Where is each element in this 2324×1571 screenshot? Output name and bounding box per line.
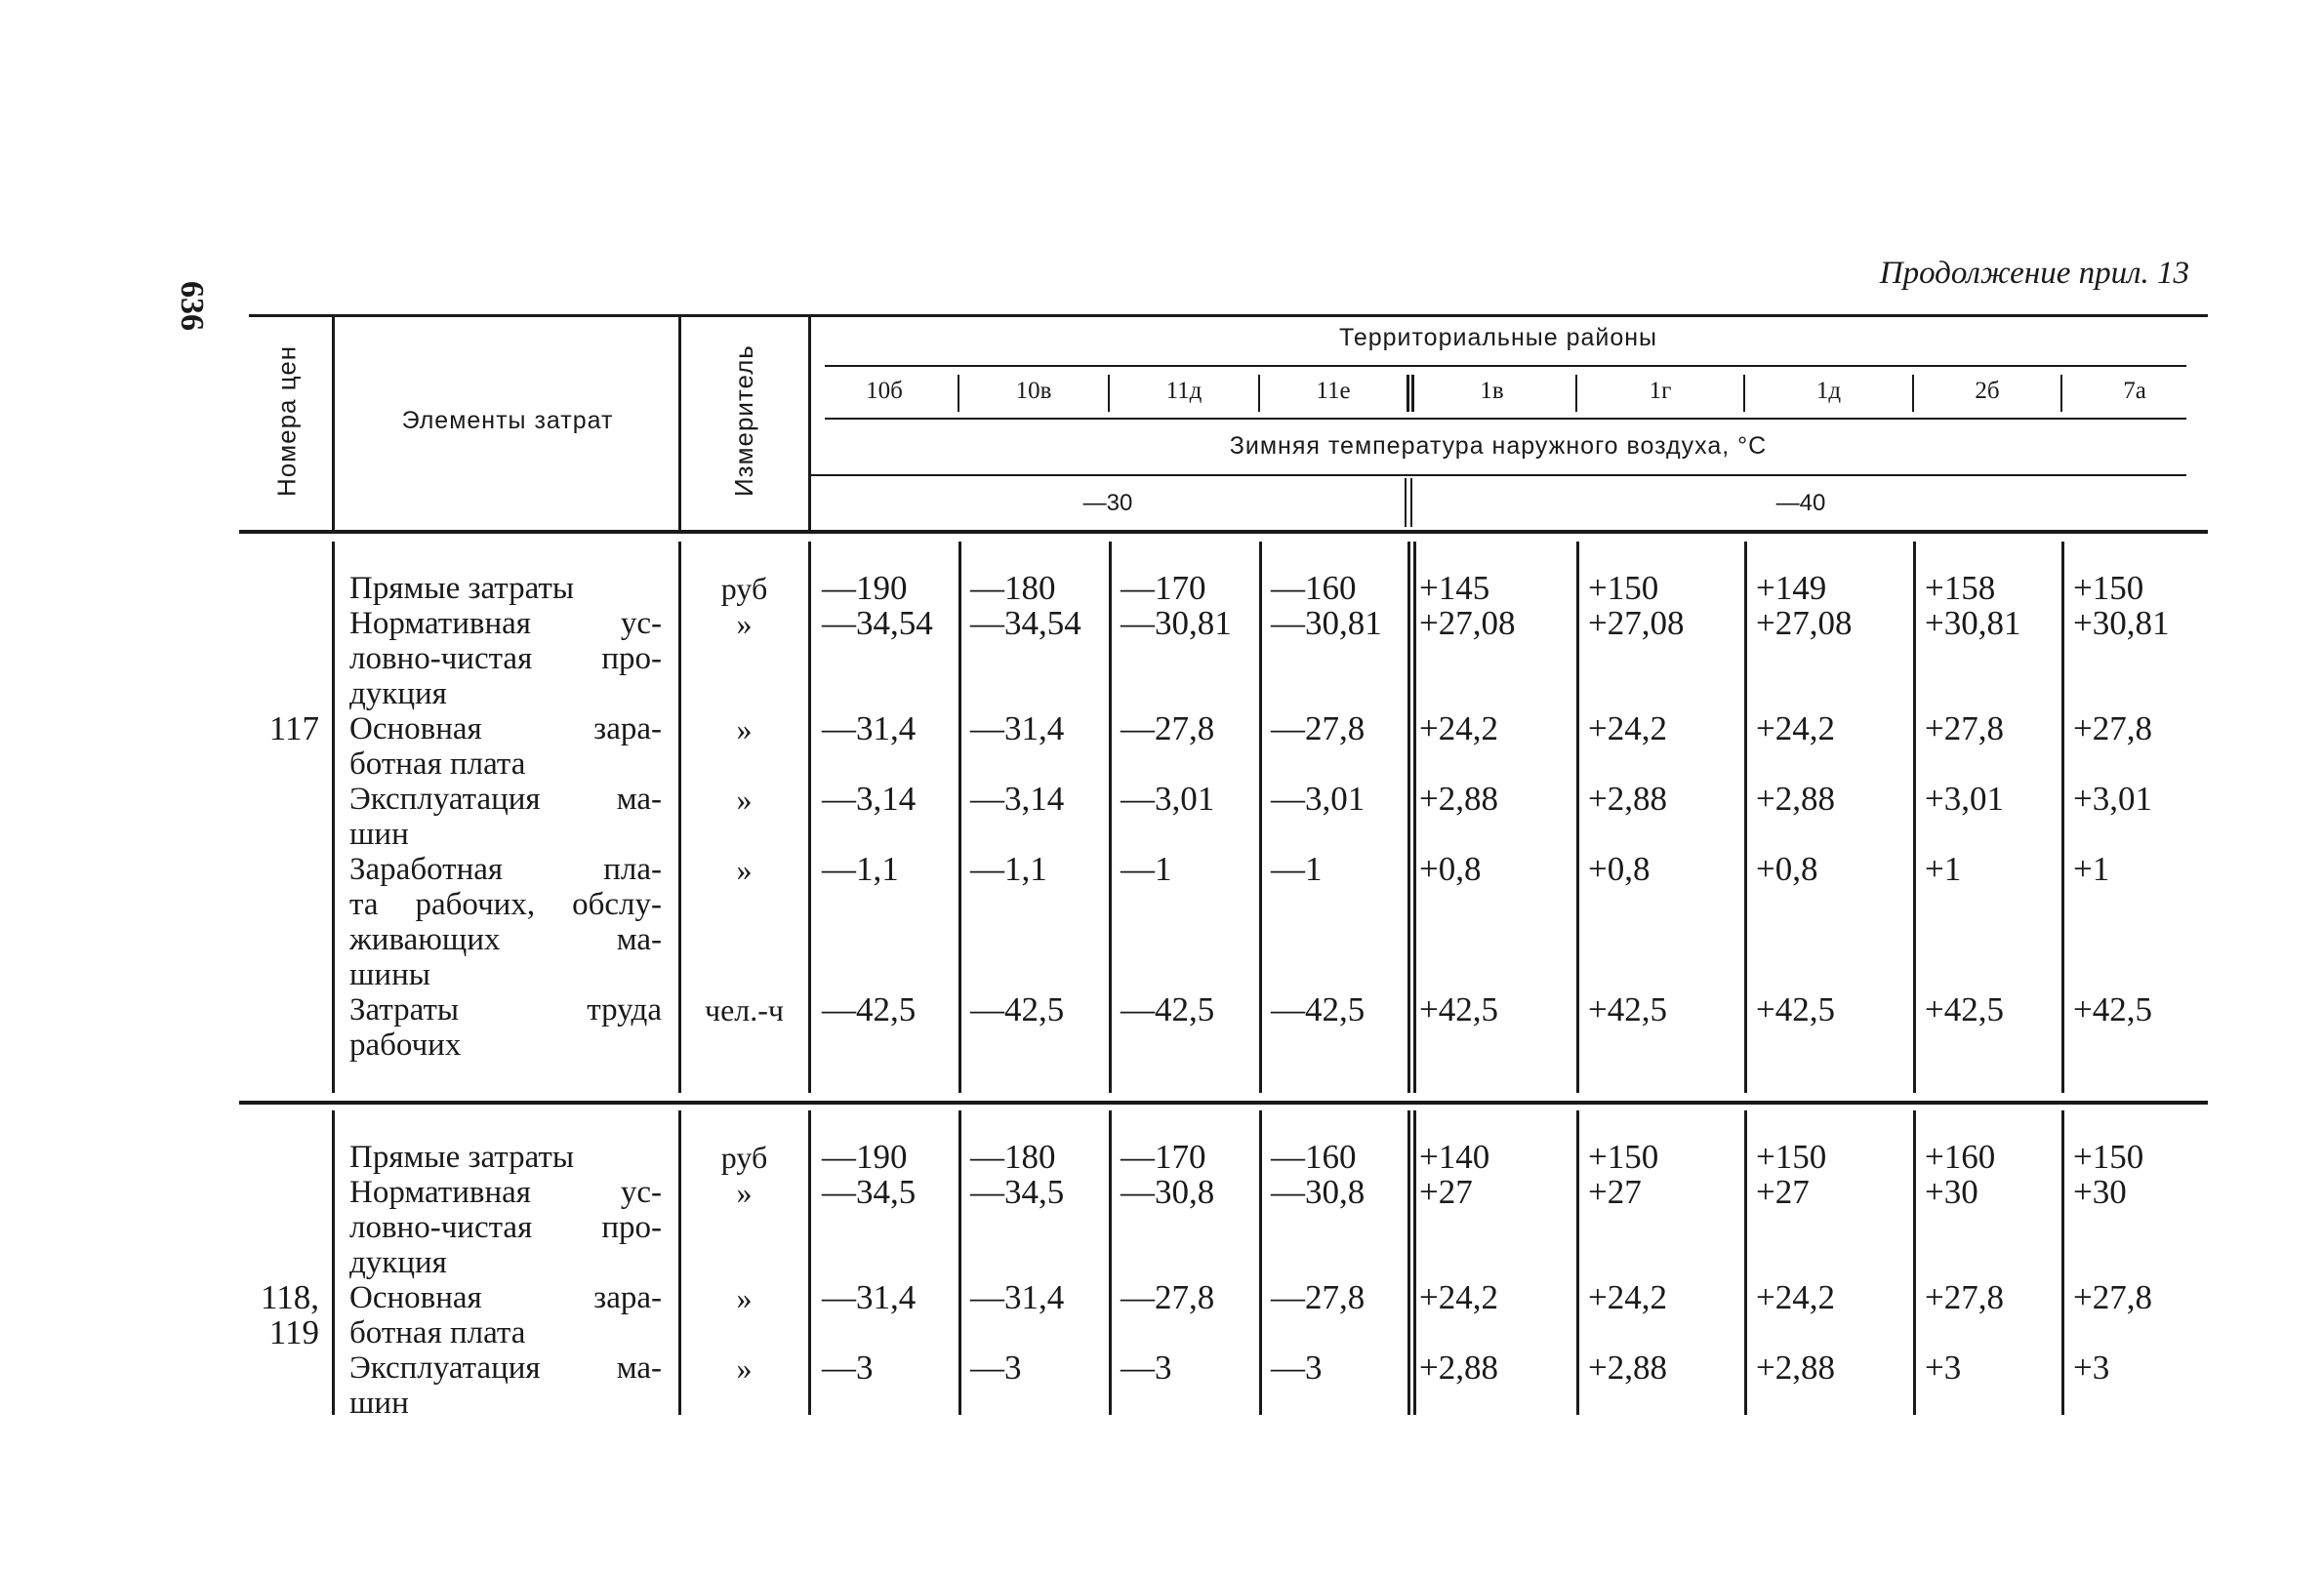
column-divider	[958, 375, 959, 412]
cost-element-label: Прямые затраты	[349, 571, 575, 606]
column-divider	[1258, 375, 1260, 412]
table-cell-value: —30,81	[1121, 604, 1232, 642]
table-cell-value: +140	[1419, 1138, 1490, 1176]
table-cell-value: —27,8	[1271, 709, 1366, 747]
cost-element-label: рабочих	[349, 1027, 462, 1063]
unit-value: »	[736, 1350, 753, 1386]
table-cell-value: +3,01	[2073, 780, 2152, 818]
cost-element-label: шин	[349, 1386, 409, 1421]
vertical-rule	[1576, 542, 1579, 1093]
cost-element-label: ботная плата	[349, 1315, 526, 1350]
cost-element-label: Основная зара-	[349, 711, 662, 746]
table-cell-value: —31,4	[970, 709, 1065, 747]
table-cell-value: —190	[822, 1138, 908, 1176]
unit-value: чел.-ч	[704, 992, 784, 1027]
header-cost-elements: Элементы затрат	[401, 406, 614, 434]
vertical-rule	[332, 1110, 335, 1415]
unit-value: »	[736, 852, 753, 887]
cost-element-label: дукция	[349, 676, 447, 711]
region-code: 10в	[1015, 378, 1052, 404]
table-cell-value: +2,88	[1588, 1349, 1667, 1387]
table-cell-value: +0,8	[1756, 850, 1818, 888]
table-cell-value: —3	[1121, 1349, 1172, 1387]
vertical-rule	[1413, 1110, 1416, 1415]
cost-element-label: та рабочих, обслу-	[349, 887, 662, 922]
region-code: 2б	[1975, 378, 2000, 404]
unit-value: »	[736, 606, 753, 641]
table-cell-value: +27	[1588, 1173, 1642, 1211]
column-divider	[1108, 375, 1110, 412]
page-number: 636	[174, 280, 210, 331]
temp-group-minus-30: —30	[1082, 490, 1133, 516]
table-cell-value: +1	[1925, 850, 1962, 888]
vertical-rule	[1405, 478, 1407, 527]
table-cell-value: +145	[1419, 569, 1490, 607]
table-cell-value: —31,4	[822, 709, 917, 747]
cost-element-label: дукция	[349, 1245, 447, 1280]
horizontal-rule	[810, 474, 2186, 476]
table-cell-value: +0,8	[1419, 850, 1482, 888]
cost-element-label: Заработная пла-	[349, 852, 662, 887]
table-cell-value: +149	[1756, 569, 1827, 607]
table-cell-value: +42,5	[2073, 990, 2152, 1028]
table-cell-value: +27,08	[1756, 604, 1853, 642]
table-cell-value: —180	[970, 569, 1056, 607]
table-cell-value: +30,81	[2073, 604, 2170, 642]
unit-value: »	[736, 1175, 753, 1210]
table-cell-value: +24,2	[1419, 1278, 1498, 1316]
table-cell-value: +27	[1419, 1173, 1473, 1211]
column-divider	[1411, 375, 1414, 412]
table-cell-value: —170	[1121, 1138, 1206, 1176]
table-cell-value: —160	[1271, 569, 1357, 607]
table-cell-value: —42,5	[822, 990, 917, 1028]
table-cell-value: +3,01	[1925, 780, 2004, 818]
table-cell-value: —30,81	[1271, 604, 1382, 642]
table-cell-value: +3	[1925, 1349, 1962, 1387]
table-cell-value: —1,1	[970, 850, 1047, 888]
column-divider	[1743, 375, 1745, 412]
region-code: 11д	[1165, 378, 1203, 404]
table-cell-value: +27,8	[2073, 709, 2152, 747]
header-unit: Измеритель	[729, 344, 758, 497]
vertical-rule	[1407, 1110, 1410, 1415]
vertical-rule	[958, 1110, 961, 1415]
cost-element-label: шины	[349, 957, 430, 992]
price-number: 117	[268, 709, 319, 747]
table-cell-value: +24,2	[1588, 709, 1667, 747]
cost-element-label: Основная зара-	[349, 1280, 662, 1315]
table-cell-value: —170	[1121, 569, 1206, 607]
table-cell-value: +150	[2073, 569, 2144, 607]
table-cell-value: +27,8	[1925, 709, 2004, 747]
vertical-rule	[1744, 542, 1747, 1093]
table-cell-value: —27,8	[1121, 709, 1215, 747]
table-cell-value: —1,1	[822, 850, 899, 888]
table-cell-value: +42,5	[1925, 990, 2004, 1028]
horizontal-rule	[239, 1101, 2208, 1105]
vertical-rule	[332, 314, 335, 532]
horizontal-rule	[825, 365, 2186, 367]
table-cell-value: +150	[1588, 1138, 1659, 1176]
cost-element-label: Эксплуатация ма-	[349, 782, 662, 817]
table-cell-value: —30,8	[1121, 1173, 1215, 1211]
vertical-rule	[2061, 1110, 2064, 1415]
region-code: 1г	[1649, 378, 1672, 404]
region-code: 10б	[866, 378, 903, 404]
cost-element-label: ботная плата	[349, 746, 526, 782]
table-cell-value: +24,2	[1756, 709, 1835, 747]
cost-element-label: Затраты труда	[349, 992, 662, 1027]
table-cell-value: —27,8	[1271, 1278, 1366, 1316]
table-cell-value: +150	[1588, 569, 1659, 607]
cost-element-label: Эксплуатация ма-	[349, 1350, 662, 1386]
vertical-rule	[808, 1110, 811, 1415]
vertical-rule	[1259, 542, 1262, 1093]
table-cell-value: —30,8	[1271, 1173, 1366, 1211]
table-cell-value: +2,88	[1588, 780, 1667, 818]
temp-group-minus-40: —40	[1775, 490, 1826, 516]
unit-value: руб	[720, 1140, 768, 1175]
vertical-rule	[1259, 1110, 1262, 1415]
cost-element-label: Прямые затраты	[349, 1140, 575, 1175]
table-cell-value: +24,2	[1588, 1278, 1667, 1316]
table-cell-value: +2,88	[1756, 1349, 1835, 1387]
horizontal-rule	[825, 418, 2186, 420]
vertical-rule	[1913, 542, 1916, 1093]
vertical-rule	[678, 1110, 681, 1415]
cost-element-label: Нормативная ус-	[349, 606, 662, 641]
unit-value: »	[736, 1280, 753, 1315]
table-cell-value: +3	[2073, 1349, 2110, 1387]
table-cell-value: +2,88	[1419, 1349, 1498, 1387]
table-cell-value: —34,54	[970, 604, 1081, 642]
table-cell-value: —3	[822, 1349, 874, 1387]
vertical-rule	[332, 542, 335, 1093]
table-cell-value: —42,5	[1271, 990, 1366, 1028]
table-cell-value: +24,2	[1756, 1278, 1835, 1316]
unit-value: руб	[720, 571, 768, 606]
region-code: 11е	[1316, 378, 1351, 404]
table-cell-value: —3,01	[1271, 780, 1366, 818]
table-cell-value: +27,08	[1588, 604, 1685, 642]
header-winter-temperature: Зимняя температура наружного воздуха, °C	[1229, 431, 1768, 460]
column-divider	[1575, 375, 1577, 412]
table-cell-value: —31,4	[970, 1278, 1065, 1316]
vertical-rule	[958, 542, 961, 1093]
region-code: 7а	[2123, 378, 2146, 404]
vertical-rule	[1109, 1110, 1112, 1415]
column-divider	[1407, 375, 1409, 412]
table-cell-value: +27,8	[2073, 1278, 2152, 1316]
table-cell-value: —3,14	[822, 780, 917, 818]
table-cell-value: +30	[1925, 1173, 1978, 1211]
table-cell-value: +42,5	[1588, 990, 1667, 1028]
table-cell-value: —3,01	[1121, 780, 1215, 818]
vertical-rule	[1413, 542, 1416, 1093]
table-cell-value: —31,4	[822, 1278, 917, 1316]
region-code: 1д	[1815, 378, 1842, 404]
vertical-rule	[1410, 478, 1412, 527]
table-cell-value: +30	[2073, 1173, 2127, 1211]
table-cell-value: —1	[1271, 850, 1323, 888]
table-cell-value: —1	[1121, 850, 1172, 888]
vertical-rule	[678, 314, 681, 532]
price-number: 118,	[261, 1278, 319, 1316]
vertical-rule	[2061, 542, 2064, 1093]
table-cell-value: +30,81	[1925, 604, 2021, 642]
table-cell-value: —34,5	[970, 1173, 1065, 1211]
table-cell-value: —42,5	[1121, 990, 1215, 1028]
vertical-rule	[808, 542, 811, 1093]
vertical-rule	[1109, 542, 1112, 1093]
vertical-rule	[1407, 542, 1410, 1093]
table-cell-value: +42,5	[1419, 990, 1498, 1028]
table-cell-value: +24,2	[1419, 709, 1498, 747]
table-cell-value: +150	[2073, 1138, 2144, 1176]
vertical-rule	[1744, 1110, 1747, 1415]
cost-element-label: Нормативная ус-	[349, 1175, 662, 1210]
table-cell-value: +0,8	[1588, 850, 1651, 888]
vertical-rule	[808, 314, 811, 532]
table-cell-value: +27	[1756, 1173, 1810, 1211]
continuation-caption: Продолжение прил. 13	[1879, 256, 2189, 291]
table-cell-value: —180	[970, 1138, 1056, 1176]
table-cell-value: +42,5	[1756, 990, 1835, 1028]
table-cell-value: —3	[970, 1349, 1022, 1387]
table-cell-value: +2,88	[1419, 780, 1498, 818]
cost-element-label: шин	[349, 817, 409, 852]
horizontal-rule	[249, 314, 2208, 317]
table-cell-value: —34,54	[822, 604, 933, 642]
unit-value: »	[736, 711, 753, 746]
table-cell-value: +158	[1925, 569, 1996, 607]
column-divider	[2060, 375, 2062, 412]
table-cell-value: +27,8	[1925, 1278, 2004, 1316]
horizontal-rule	[239, 530, 2208, 534]
header-territorial-regions: Территориальные районы	[1338, 323, 1658, 351]
table-cell-value: —34,5	[822, 1173, 917, 1211]
table-cell-value: +2,88	[1756, 780, 1835, 818]
cost-element-label: ловно-чистая про-	[349, 1210, 662, 1245]
cost-element-label: ловно-чистая про-	[349, 641, 662, 676]
header-price-numbers: Номера цен	[271, 344, 302, 497]
price-number: 119	[268, 1313, 319, 1351]
cost-element-label: живающих ма-	[349, 922, 662, 957]
table-cell-value: +27,08	[1419, 604, 1516, 642]
vertical-rule	[1913, 1110, 1916, 1415]
table-cell-value: —42,5	[970, 990, 1065, 1028]
table-cell-value: +1	[2073, 850, 2110, 888]
unit-value: »	[736, 782, 753, 817]
vertical-rule	[1576, 1110, 1579, 1415]
table-cell-value: +160	[1925, 1138, 1996, 1176]
region-code: 1в	[1480, 378, 1504, 404]
table-cell-value: —3	[1271, 1349, 1323, 1387]
table-cell-value: —3,14	[970, 780, 1065, 818]
vertical-rule	[678, 542, 681, 1093]
table-cell-value: +150	[1756, 1138, 1827, 1176]
table-cell-value: —27,8	[1121, 1278, 1215, 1316]
column-divider	[1912, 375, 1914, 412]
table-cell-value: —190	[822, 569, 908, 607]
table-cell-value: —160	[1271, 1138, 1357, 1176]
